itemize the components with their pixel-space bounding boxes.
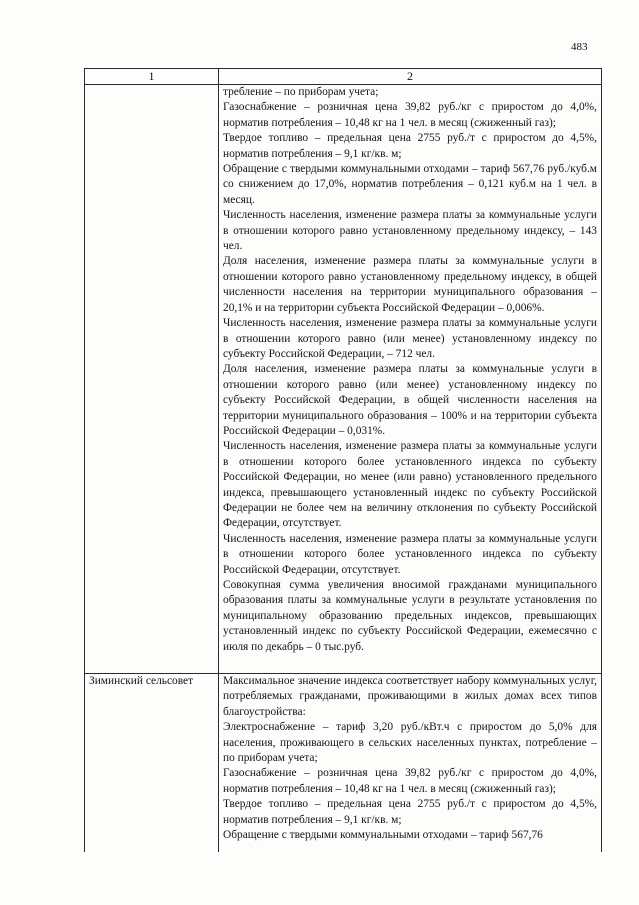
paragraph: Максимальное значение индекса соответствует набору коммунальных услуг, потребляемых гражданами, проживающими в жилых домах всех типов благоустройства: (223, 675, 597, 718)
paragraph: требление – по приборам учета; (223, 86, 379, 98)
paragraph: Численность населения, изменение размера платы за коммунальные услуги в отношении которого более установленного индекса по субъекту Российской Федерации, но менее (или равно) установленного предельного индекса, превышающего установленный индекс по субъекту Российской Федерации не более чем на величину отклонения по субъекту Российской Федерации, отсутствует. (223, 440, 597, 530)
column-header-2: 2 (219, 69, 602, 85)
description-cell (219, 674, 602, 853)
paragraph: Численность населения, изменение размера платы за коммунальные услуги в отношении которого равно установленному предельному индексу, – 143 чел. (223, 209, 597, 253)
table-row (85, 85, 602, 674)
paragraph: Электроснабжение – тариф 3,20 руб./кВт.ч с приростом до 5,0% для населения, проживающего в сельских населенных пунктах, потребление – по приборам учета; (223, 721, 597, 765)
paragraph: Численность населения, изменение размера платы за коммунальные услуги в отношении которого равно (или менее) установленному индексу по субъекту Российской Федерации, – 712 чел. (223, 317, 597, 360)
paragraph: Доля населения, изменение размера платы за коммунальные услуги в отношении которого равно установленному предельному индексу, в общей численности населения на территории муниципального образования – 20,1% и на территории субъекта Российской Федерации – 0,006%. (223, 255, 597, 314)
paragraph: Обращение с твердыми коммунальными отходами – тариф 567,76 (223, 829, 543, 842)
paragraph: Газоснабжение – розничная цена 39,82 руб./кг с приростом до 4,0%, норматив потребления – 10,48 кг на 1 чел. в месяц (сжиженный газ); (223, 101, 597, 129)
table-header-row (85, 69, 602, 85)
paragraph: Газоснабжение – розничная цена 39,82 руб./кг с приростом до 4,0%, норматив потребления – 10,48 кг на 1 чел. в месяц (сжиженный газ); (223, 767, 597, 795)
paragraph: Численность населения, изменение размера платы за коммунальные услуги в отношении которого более установленного индекса по субъекту Российской Федерации, отсутствует. (223, 532, 597, 576)
paragraph: Обращение с твердыми коммунальными отходами – тариф 567,76 руб./куб.м со снижением до 17,0%, норматив потребления – 0,121 куб.м на 1 чел. в месяц. (223, 163, 597, 206)
municipality-name-cell: Зиминский сельсовет (85, 674, 219, 853)
column-header-1: 1 (85, 69, 219, 85)
data-table (84, 68, 602, 852)
page-number: 483 (571, 41, 588, 53)
paragraph: Совокупная сумма увеличения вносимой гражданами муниципального образования платы за коммунальные услуги в результате установления по муниципальному образованию предельных индексов, превышающих установленный индекс по субъекту Российской Федерации, ежемесячно с июля по декабрь – 0 тыс.руб. (223, 579, 597, 653)
paragraph: Твердое топливо – предельная цена 2755 руб./т с приростом до 4,5%, норматив потребления – 9,1 кг/кв. м; (223, 798, 597, 826)
municipality-name-cell (85, 85, 219, 674)
description-cell (219, 85, 602, 674)
paragraph: Доля населения, изменение размера платы за коммунальные услуги в отношении которого равно (или менее) установленному индексу по субъекту Российской Федерации, в общей численности населения на территории муниципального образования – 100% и на территории субъекта Российской Федерации – 0,031%. (223, 363, 597, 437)
paragraph: Твердое топливо – предельная цена 2755 руб./т с приростом до 4,5%, норматив потребления – 9,1 кг/кв. м; (223, 132, 597, 160)
table-row (85, 674, 602, 853)
